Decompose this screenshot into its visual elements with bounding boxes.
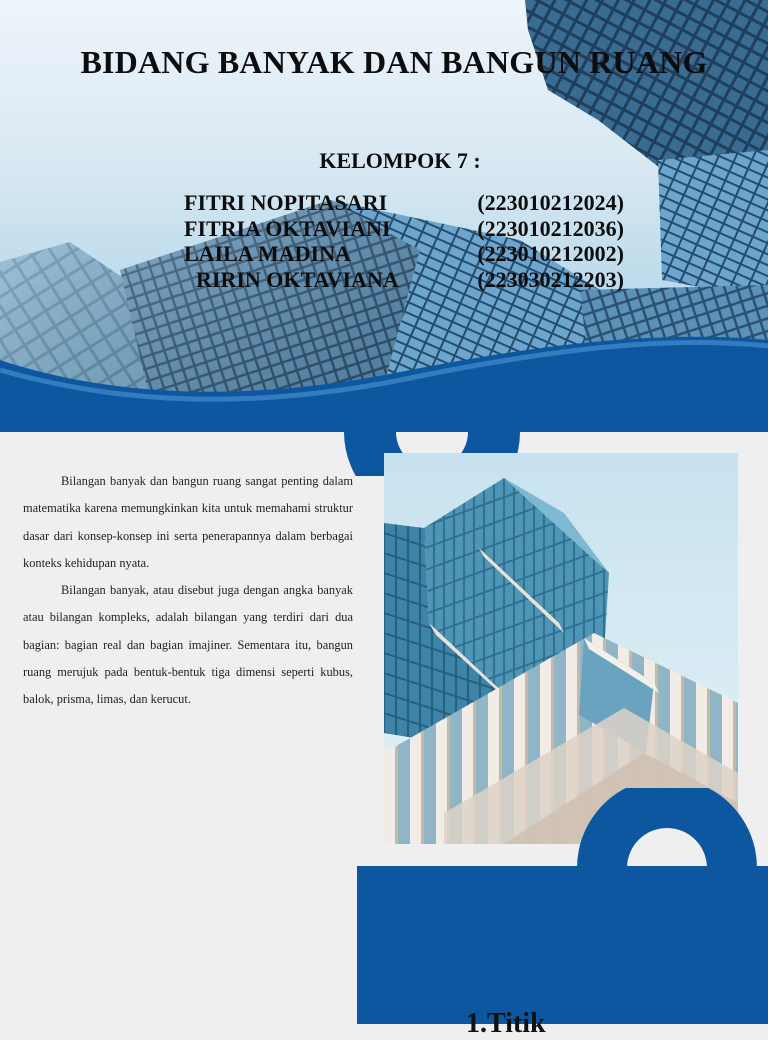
- decorative-blue-half-ring: [577, 788, 757, 868]
- next-section-title: 1.Titik: [466, 1008, 546, 1039]
- member-name: LAILA MADINA: [184, 241, 351, 266]
- member-list: [184, 190, 624, 292]
- group-heading: KELOMPOK 7 :: [319, 148, 481, 173]
- section-color-block: [357, 866, 768, 1024]
- member-row: [184, 190, 624, 216]
- slide-title: BIDANG BANYAK DAN BANGUN RUANG: [80, 44, 708, 80]
- member-row: [184, 216, 624, 242]
- member-nim: (223010212002): [477, 241, 624, 266]
- intro-text: [23, 468, 353, 714]
- member-row: [184, 267, 624, 293]
- intro-paragraph: Bilangan banyak, atau disebut juga dengan angka banyak atau bilangan kompleks, adalah bilangan yang terdiri dari dua bagian: bagian real dan bagian imajiner. Sementara itu, bangun ruang merujuk pada bentuk-bentuk tiga dimensi seperti kubus, balok, prisma, limas, dan kerucut.: [23, 583, 353, 707]
- intro-paragraph: Bilangan banyak dan bangun ruang sangat penting dalam matematika karena memungkinkan kita untuk memahami struktur dasar dari konsep-konsep ini serta penerapannya dalam berbagai konteks kehidupan nyata.: [23, 474, 353, 570]
- member-nim: (223030212203): [477, 266, 624, 292]
- member-row: [184, 241, 624, 267]
- building-photo: [384, 453, 738, 844]
- member-nim: (223010212024): [477, 190, 624, 215]
- member-nim: (223010212036): [477, 215, 624, 241]
- member-name: RIRIN OKTAVIANA: [196, 266, 399, 292]
- member-name: FITRIA OKTAVIANI: [184, 215, 391, 241]
- title-slide: [0, 0, 768, 432]
- member-name: FITRI NOPITASARI: [184, 190, 388, 215]
